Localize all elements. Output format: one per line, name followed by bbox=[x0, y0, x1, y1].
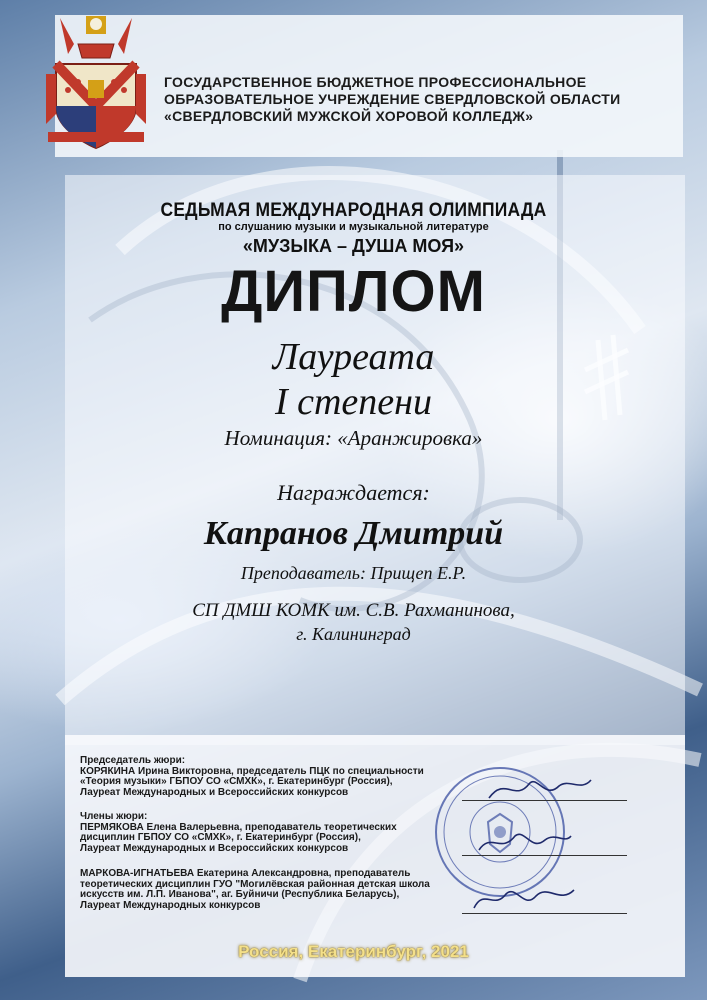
jury-member-line: ПЕРМЯКОВА Елена Валерьевна, преподаватель теоретических bbox=[80, 821, 397, 833]
coat-of-arms-icon bbox=[38, 14, 154, 154]
diploma-heading: ДИПЛОМ bbox=[221, 259, 486, 324]
laureate-text: Лауреата bbox=[272, 336, 435, 378]
jury-member-line: теоретических дисциплин ГУО "Могилёвская районная детская школа bbox=[80, 878, 430, 890]
jury-member-line: МАРКОВА-ИГНАТЬЕВА Екатерина Александровна, преподаватель bbox=[80, 868, 411, 879]
signature-icon bbox=[485, 772, 595, 806]
teacher-text: Преподаватель: Прищеп Е.Р. bbox=[240, 563, 467, 583]
jury-chair-heading: Председатель жюри: bbox=[80, 755, 186, 766]
jury-member-line: Лауреат Международных конкурсов bbox=[80, 899, 261, 911]
city-text: г. Калининград bbox=[296, 624, 411, 644]
signature-icon bbox=[475, 826, 575, 858]
signature-icon bbox=[470, 880, 580, 916]
awarded-label: Награждается: bbox=[277, 480, 430, 505]
jury-member-line: дисциплин ГБПОУ СО «СМХК», г. Екатеринбург (Россия), bbox=[80, 832, 361, 843]
jury-member-line: искусств им. Л.П. Иванова", аг. Буйничи (Республика Беларусь), bbox=[80, 889, 400, 900]
institution-line: «СВЕРДЛОВСКИЙ МУЖСКОЙ ХОРОВОЙ КОЛЛЕДЖ» bbox=[164, 108, 534, 124]
institution-name bbox=[164, 74, 644, 125]
jury-chair-line: КОРЯКИНА Ирина Викторовна, председатель ПЦК по специальности bbox=[80, 765, 424, 777]
nomination-text: Номинация: «Аранжировка» bbox=[224, 426, 483, 450]
olympiad-subtitle: по слушанию музыки и музыкальной литературе bbox=[218, 221, 489, 233]
jury-member2-block bbox=[80, 869, 440, 911]
degree-text: I степени bbox=[274, 381, 433, 423]
jury-chair-line: «Теория музыки» ГБПОУ СО «СМХК», г. Екатеринбург (Россия), bbox=[80, 776, 393, 787]
jury-chair-line: Лауреат Международных и Всероссийских конкурсов bbox=[80, 786, 349, 798]
school-text: СП ДМШ КОМК им. С.В. Рахманинова, bbox=[192, 600, 515, 621]
jury-member-line: Лауреат Международных и Всероссийских конкурсов bbox=[80, 842, 349, 854]
footer-location-year: Россия, Екатеринбург, 2021 bbox=[238, 942, 469, 961]
jury-chair-block bbox=[80, 756, 440, 798]
jury-members-heading: Члены жюри: bbox=[80, 811, 148, 822]
olympiad-name: «МУЗЫКА – ДУША МОЯ» bbox=[242, 236, 465, 256]
institution-line: ГОСУДАРСТВЕННОЕ БЮДЖЕТНОЕ ПРОФЕССИОНАЛЬНОЕ bbox=[164, 74, 587, 90]
olympiad-title: СЕДЬМАЯ МЕЖДУНАРОДНАЯ ОЛИМПИАДА bbox=[160, 200, 547, 221]
jury-member1-block bbox=[80, 812, 440, 854]
institution-line: ОБРАЗОВАТЕЛЬНОЕ УЧРЕЖДЕНИЕ СВЕРДЛОВСКОЙ ОБЛАСТИ bbox=[164, 91, 621, 107]
recipient-name: Капранов Дмитрий bbox=[203, 515, 504, 552]
